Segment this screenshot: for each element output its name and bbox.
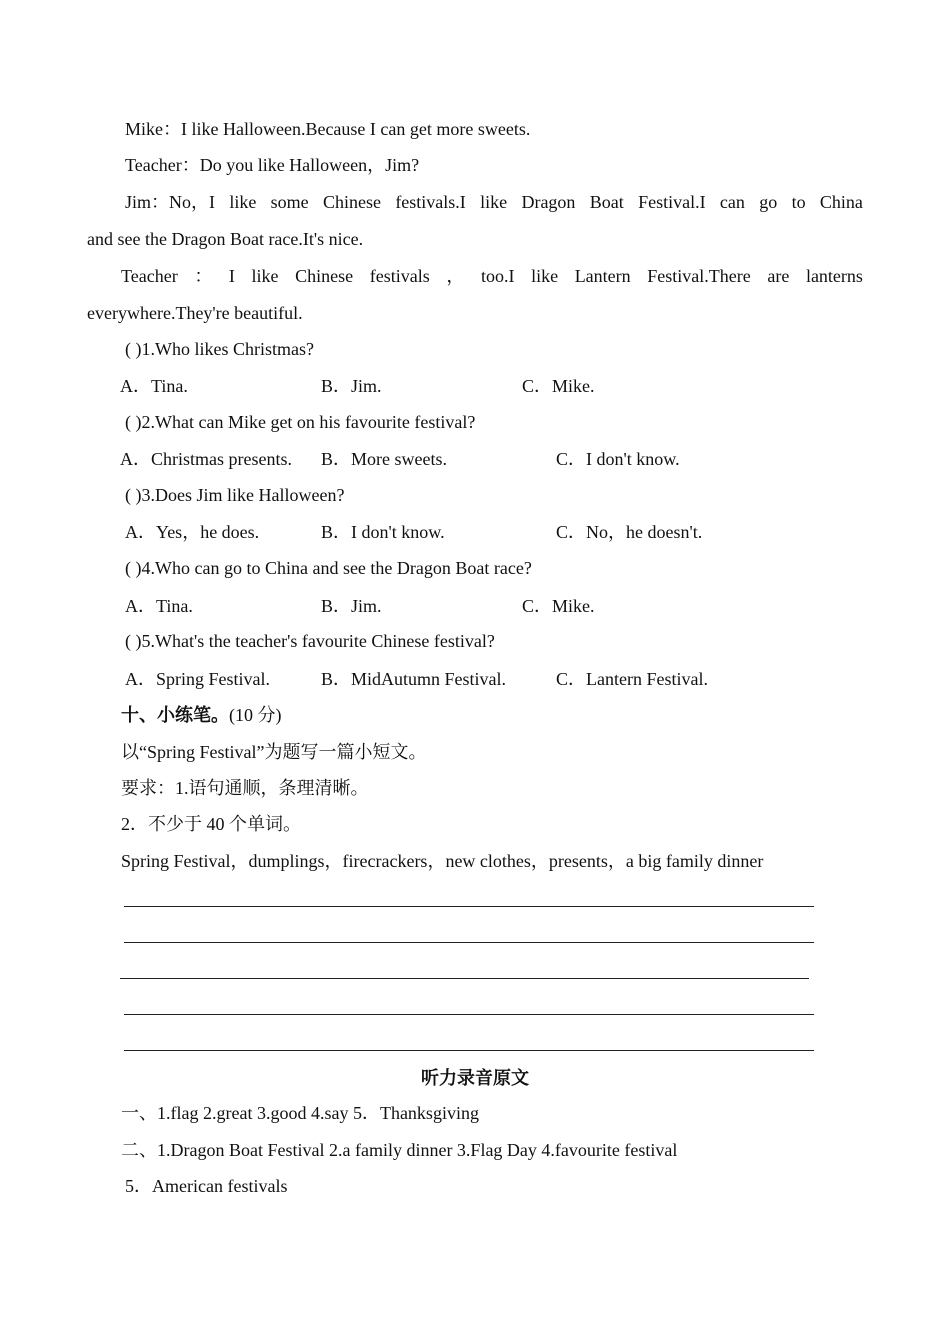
word: are bbox=[767, 266, 790, 286]
answer-line-1 bbox=[124, 906, 814, 907]
transcript-line-3: 5．American festivals bbox=[125, 1176, 288, 1196]
transcript-line-2: 二、1.Dragon Boat Festival 2.a family dinner 3.Flag Day 4.favourite festival bbox=[121, 1140, 678, 1160]
dialogue-teacher-line-1 bbox=[121, 264, 863, 288]
dialogue-jim-line-1 bbox=[125, 190, 863, 214]
question-3-option-b: B．I don't know. bbox=[321, 522, 445, 542]
word: Boat bbox=[589, 192, 624, 212]
word: some bbox=[270, 192, 309, 212]
word: like bbox=[229, 192, 257, 212]
question-1-option-b: B．Jim. bbox=[321, 376, 382, 396]
word: Lantern bbox=[574, 266, 631, 286]
word: ： bbox=[194, 266, 213, 286]
question-2-option-b: B．More sweets. bbox=[321, 449, 447, 469]
word: Chinese bbox=[295, 266, 354, 286]
word: like bbox=[251, 266, 279, 286]
word: China bbox=[819, 192, 863, 212]
question-5-option-b: B．MidAutumn Festival. bbox=[321, 669, 507, 689]
word: festivals bbox=[369, 266, 430, 286]
question-3-option-a: A．Yes，he does. bbox=[125, 522, 260, 542]
writing-heading bbox=[121, 703, 282, 727]
word: can bbox=[719, 192, 745, 212]
word: go bbox=[759, 192, 778, 212]
dialogue-jim-line-2: and see the Dragon Boat race.It's nice. bbox=[87, 229, 364, 249]
word: I bbox=[228, 266, 235, 286]
dialogue-mike: Mike：I like Halloween.Because I can get more sweets. bbox=[125, 119, 531, 139]
word: Dragon bbox=[521, 192, 576, 212]
answer-line-2 bbox=[124, 942, 814, 943]
answer-line-4 bbox=[124, 1014, 814, 1015]
writing-prompt: 以“Spring Festival”为题写一篇小短文。 bbox=[121, 742, 427, 762]
question-4-option-a: A．Tina. bbox=[125, 596, 193, 616]
transcript-heading: 听力录音原文 bbox=[421, 1068, 529, 1088]
question-4-option-b: B．Jim. bbox=[321, 596, 382, 616]
question-2-option-a: A．Christmas presents. bbox=[120, 449, 292, 469]
word: to bbox=[791, 192, 806, 212]
word: too.I bbox=[480, 266, 515, 286]
writing-points: (10 分) bbox=[229, 705, 282, 725]
word: ， bbox=[446, 266, 465, 286]
word: festivals.I bbox=[395, 192, 466, 212]
dialogue-teacher-line-2: everywhere.They're beautiful. bbox=[87, 303, 303, 323]
question-4: ( )4.Who can go to China and see the Dragon Boat race? bbox=[125, 558, 532, 578]
word: like bbox=[480, 192, 508, 212]
question-3: ( )3.Does Jim like Halloween? bbox=[125, 485, 345, 505]
transcript-line-1: 一、1.flag 2.great 3.good 4.say 5．Thanksgiving bbox=[121, 1103, 479, 1123]
word: Chinese bbox=[322, 192, 381, 212]
question-1-option-c: C．Mike. bbox=[522, 376, 595, 396]
question-5-option-c: C．Lantern Festival. bbox=[556, 669, 708, 689]
writing-title: 十、小练笔。 bbox=[121, 705, 229, 725]
word: Teacher bbox=[121, 266, 178, 286]
question-3-option-c: C．No，he doesn't. bbox=[556, 522, 703, 542]
question-5-option-a: A．Spring Festival. bbox=[125, 669, 271, 689]
answer-line-5 bbox=[124, 1050, 814, 1051]
question-1-option-a: A．Tina. bbox=[120, 376, 188, 396]
word: Festival.There bbox=[647, 266, 751, 286]
answer-line-3 bbox=[120, 978, 809, 979]
writing-requirement-1: 要求：1.语句通顺，条理清晰。 bbox=[121, 778, 369, 798]
writing-keywords: Spring Festival，dumplings，firecrackers，new clothes，presents，a big family dinner bbox=[121, 851, 764, 871]
question-4-option-c: C．Mike. bbox=[522, 596, 595, 616]
word: Jim：No，I bbox=[125, 192, 215, 212]
question-2-option-c: C．I don't know. bbox=[556, 449, 680, 469]
question-5: ( )5.What's the teacher's favourite Chinese festival? bbox=[125, 631, 495, 651]
question-2: ( )2.What can Mike get on his favourite festival? bbox=[125, 412, 476, 432]
writing-requirement-2: 2．不少于 40 个单词。 bbox=[121, 814, 301, 834]
word: Festival.I bbox=[638, 192, 706, 212]
question-1: ( )1.Who likes Christmas? bbox=[125, 339, 314, 359]
dialogue-teacher-question: Teacher：Do you like Halloween，Jim? bbox=[125, 155, 420, 175]
word: like bbox=[531, 266, 559, 286]
word: lanterns bbox=[805, 266, 863, 286]
